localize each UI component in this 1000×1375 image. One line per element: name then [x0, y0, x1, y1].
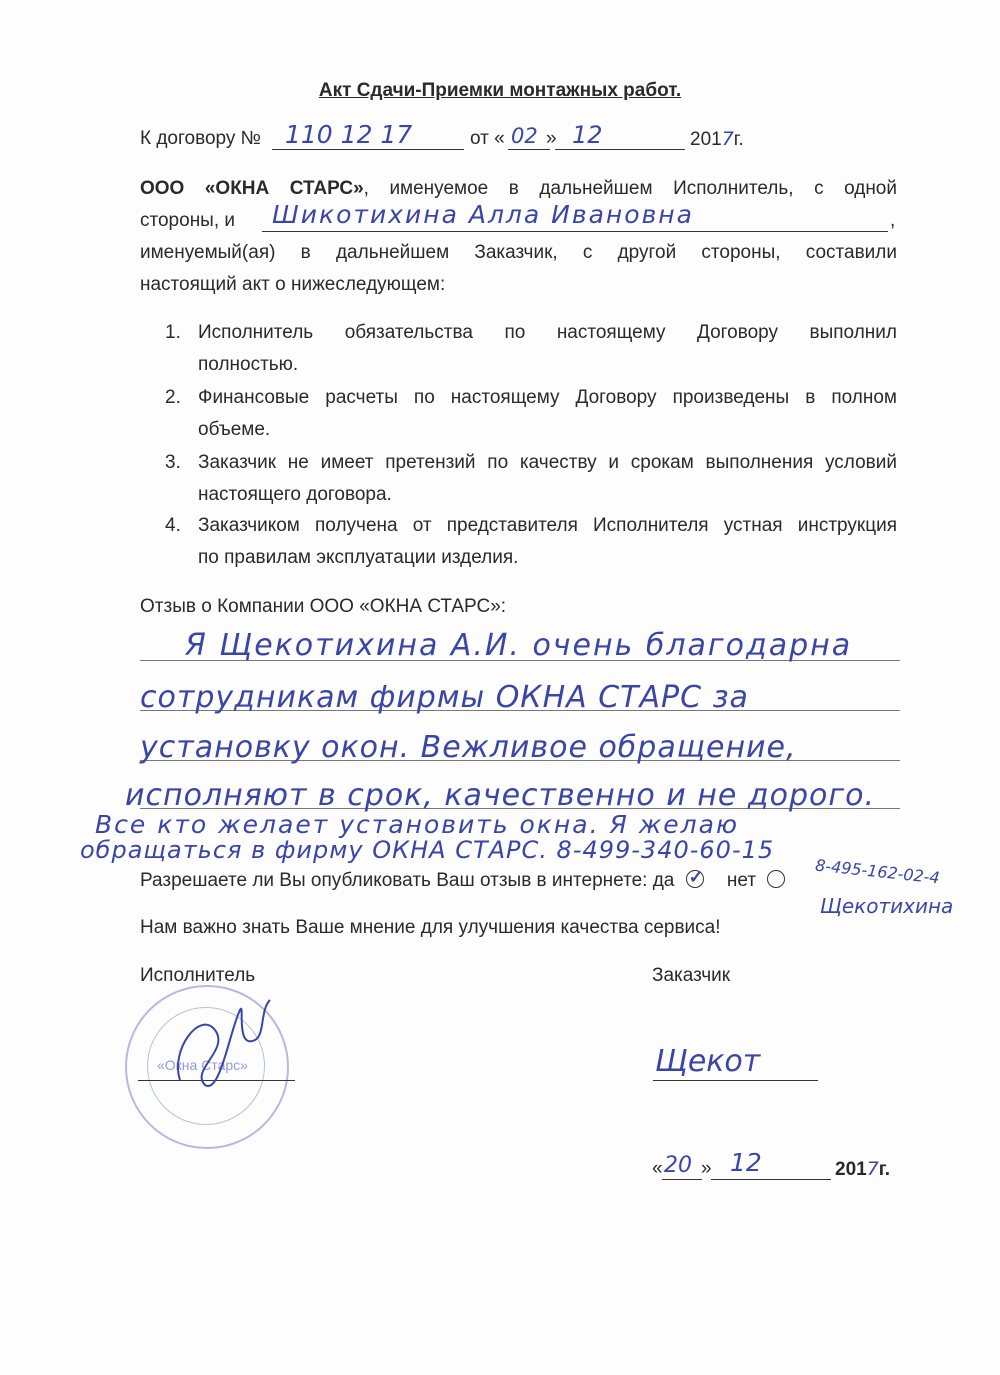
intro-line-2-suffix: , [890, 210, 896, 231]
stamp-text: «Окна Старс» [157, 1057, 248, 1073]
publish-question: Разрешаете ли Вы опубликовать Ваш отзыв в интернете: да [140, 870, 675, 891]
list-item-3-line-1: Заказчик не имеет претензий по качеству и срокам выполнения условий [198, 452, 897, 473]
customer-name-handwritten: Шикотихина Алла Ивановна [272, 200, 694, 229]
publish-no-label: нет [726, 870, 757, 891]
contract-number-blank [272, 149, 464, 150]
customer-signature: Щекот [655, 1044, 761, 1079]
publish-question-row [140, 867, 785, 892]
review-label: Отзыв о Компании ООО «ОКНА СТАРС»: [140, 596, 507, 617]
sign-date-day-handwritten: 20 [664, 1153, 692, 1178]
list-item-1-line-1: Исполнитель обязательства по настоящему Договору выполнил [198, 322, 897, 343]
contract-year-digit-handwritten: 7 [721, 128, 734, 150]
publish-yes-radio[interactable] [686, 867, 704, 888]
customer-signature-line [653, 1080, 818, 1081]
intro-line-1: ООО «ОКНА СТАРС», именуемое в дальнейшем Исполнитель, с одной [140, 178, 897, 199]
sign-date-month-blank [711, 1179, 831, 1180]
sign-date-close-quote: » [701, 1158, 712, 1179]
executor-signature [160, 990, 280, 1100]
list-item-4-line-1: Заказчиком получена от представителя Исполнителя устная инструкция [198, 515, 897, 536]
executor-label: Исполнитель [140, 965, 256, 986]
review-handwritten-line-2: сотрудникам фирмы ОКНА СТАРС за [140, 680, 749, 715]
intro-line-4: настоящий акт о нижеследующем: [140, 274, 446, 295]
review-handwritten-line-4: исполняют в срок, качественно и не дорого. [125, 778, 876, 813]
intro-line-2-prefix: стороны, и [140, 210, 236, 231]
contract-prefix: К договору № [140, 128, 262, 149]
list-item-4-line-2: по правилам эксплуатации изделия. [198, 547, 519, 568]
review-handwritten-line-3: установку окон. Вежливое обращение, [140, 730, 797, 765]
contract-number-handwritten: 110 12 17 [285, 120, 413, 149]
contract-day-handwritten: 02 [511, 124, 538, 148]
company-name: ООО «ОКНА СТАРС» [140, 178, 364, 199]
sign-date-open-quote: « [652, 1158, 663, 1179]
document-title: Акт Сдачи-Приемки монтажных работ. [318, 80, 682, 101]
publish-signature-handwritten: Щекотихина [820, 894, 954, 918]
sign-date-year-suffix: г. [878, 1159, 891, 1180]
sign-date-year-prefix: 201 [835, 1159, 867, 1180]
list-item-2-line-2: объеме. [198, 419, 271, 440]
publish-no-radio[interactable] [767, 870, 785, 888]
importance-note: Нам важно знать Ваше мнение для улучшения качества сервиса! [140, 917, 721, 938]
sign-date-month-handwritten: 12 [730, 1148, 762, 1177]
phone-note-handwritten: 8-495-162-02-4 [814, 855, 941, 888]
sign-date-day-blank [662, 1179, 702, 1180]
intro-line-3: именуемый(ая) в дальнейшем Заказчик, с другой стороны, составили [140, 242, 897, 263]
list-item-2-line-1: Финансовые расчеты по настоящему Договору произведены в полном [198, 387, 897, 408]
contract-close-quote: » [546, 128, 557, 149]
customer-name-blank [262, 231, 888, 232]
review-handwritten-line-1: Я Щекотихина А.И. очень благодарна [185, 628, 853, 663]
contract-year [690, 128, 744, 151]
list-item-3-line-2: настоящего договора. [198, 484, 392, 505]
list-item-1-line-2: полностью. [198, 354, 299, 375]
document-page: Акт Сдачи-Приемки монтажных работ. К договору № 110 12 17 от « 02 » 12 2017г. ООО «ОКНА СТАРС», именуемое в дальнейшем Исполнитель, с одной стороны, и Шикотихина Алла Ивановна , именуемый(ая) в дальнейшем Заказчик, с другой стороны, составили настоящий акт о нижеследующем: 1. Исполнитель обязательства по настоящему Договору выполнил полностью. 2. Финансовые расчеты по настоящему Договору произведены в полном объеме. 3. Заказчик не имеет претензий по качеству и срокам выполнения условий настоящего договора. 4. Заказчиком получена от представителя Исполнителя устная инструкция по правилам эксплуатации изделия. Отзыв о Компании ООО «ОКНА СТАРС»: Я Щекотихина А.И. очень благодарна сотрудникам фирмы ОКНА СТАРС за установку окон. Вежливое обращение, исполняют в срок, качественно и не дорого. Все кто желает установить окна. Я желаю обращаться в фирму ОКНА СТАРС. 8-499-340-60-15 Разрешаете ли Вы опубликовать Ваш отзыв в интернете: да ✓ нет 8-495-162-02-4 Щекотихина Нам важно знать Ваше мнение для улучшения качества сервиса! Исполнитель Заказчик «Окна Старс» Щекот « 20 » 12 2017г. [0, 0, 1000, 1375]
checkmark-icon: ✓ [688, 867, 704, 887]
customer-label: Заказчик [652, 965, 731, 986]
contract-day-blank [508, 149, 550, 150]
sign-date-year-digit-handwritten: 7 [866, 1158, 879, 1180]
contract-month-blank [555, 149, 685, 150]
contract-year-suffix: г. [733, 129, 744, 150]
contract-from-label: от « [470, 128, 505, 149]
contract-year-prefix: 201 [690, 129, 722, 150]
sign-date-year [835, 1158, 890, 1181]
contract-month-handwritten: 12 [572, 121, 603, 149]
review-handwritten-line-6: обращаться в фирму ОКНА СТАРС. 8-499-340-60-15 [80, 836, 775, 864]
review-handwritten-line-5: Все кто желает установить окна. Я желаю [95, 810, 740, 839]
